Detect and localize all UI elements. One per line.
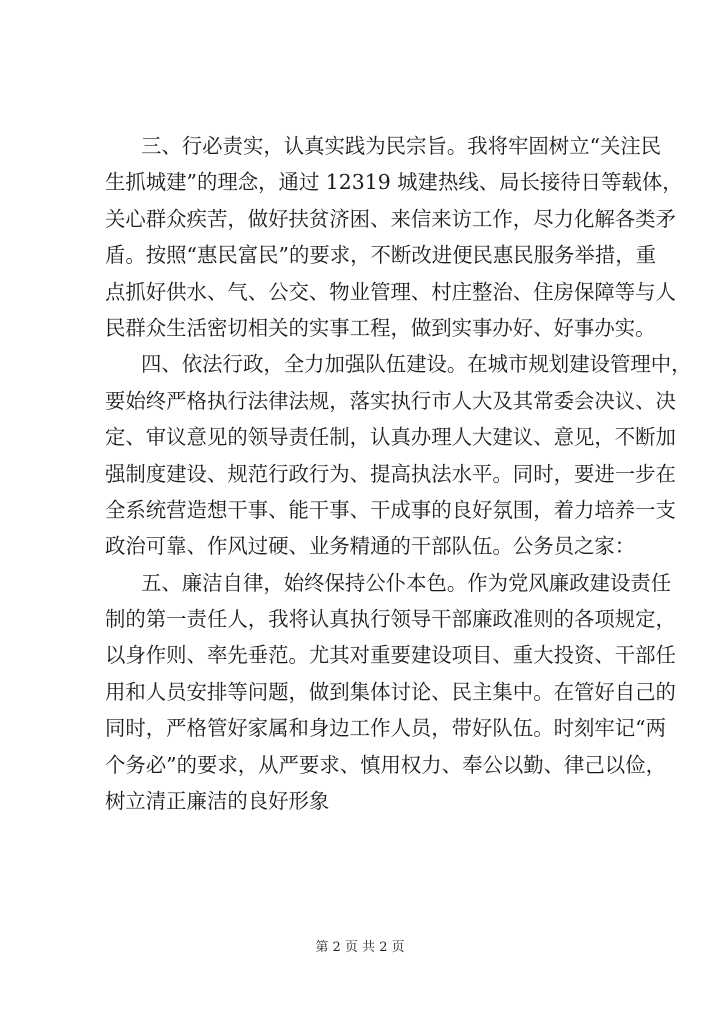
paragraph-5-line-6: 个务必”的要求，从严要求、慎用权力、奉公以勤、律己以俭，: [105, 752, 666, 777]
paragraph-3-line-6: 民群众生活密切相关的实事工程，做到实事办好、好事办实。: [105, 315, 656, 340]
page-number-footer: 第 2 页 共 2 页: [315, 940, 405, 955]
paragraph-3-line-1: 三、行必责实，认真实践为民宗旨。我将牢固树立“关注民: [141, 134, 662, 158]
paragraph-3-line-5: 点抓好供水、气、公交、物业管理、村庄整治、住房保障等与人: [105, 279, 676, 304]
paragraph-4-line-3: 定、审议意见的领导责任制，认真办理人大建议、意见，不断加: [105, 425, 676, 450]
paragraph-3-line-4: 盾。按照“惠民富民”的要求，不断改进便民惠民服务举措，重: [105, 243, 657, 268]
paragraph-5-line-3: 以身作则、率先垂范。尤其对重要建设项目、重大投资、干部任: [105, 643, 676, 668]
paragraph-4-line-2: 要始终严格执行法律法规，落实执行市人大及其常委会决议、决: [105, 388, 676, 413]
paragraph-5-line-7: 树立清正廉洁的良好形象: [105, 789, 330, 814]
paragraph-5-line-2: 制的第一责任人，我将认真执行领导干部廉政准则的各项规定，: [105, 607, 676, 632]
paragraph-5-line-1: 五、廉洁自律，始终保持公仆本色。作为党风廉政建设责任: [141, 570, 672, 595]
paragraph-5-line-4: 用和人员安排等问题，做到集体讨论、民主集中。在管好自己的: [105, 679, 676, 704]
paragraph-5-line-5: 同时，严格管好家属和身边工作人员，带好队伍。时刻牢记“两: [105, 716, 666, 741]
document-body: [105, 128, 692, 819]
paragraph-4-line-6: 政治可靠、作风过硬、业务精通的干部队伍。公务员之家：: [105, 534, 636, 559]
paragraph-4-line-5: 全系统营造想干事、能干事、干成事的良好氛围，着力培养一支: [105, 497, 676, 522]
paragraph-3-line-3: 关心群众疾苦，做好扶贫济困、来信来访工作，尽力化解各类矛: [105, 206, 676, 231]
paragraph-3-line-2: 生抓城建”的理念，通过 12319 城建热线、局长接待日等载体，: [105, 170, 683, 195]
paragraph-4-line-4: 强制度建设、规范行政行为、提高执法水平。同时，要进一步在: [105, 461, 676, 486]
paragraph-4-line-1: 四、依法行政，全力加强队伍建设。在城市规划建设管理中，: [141, 352, 692, 377]
